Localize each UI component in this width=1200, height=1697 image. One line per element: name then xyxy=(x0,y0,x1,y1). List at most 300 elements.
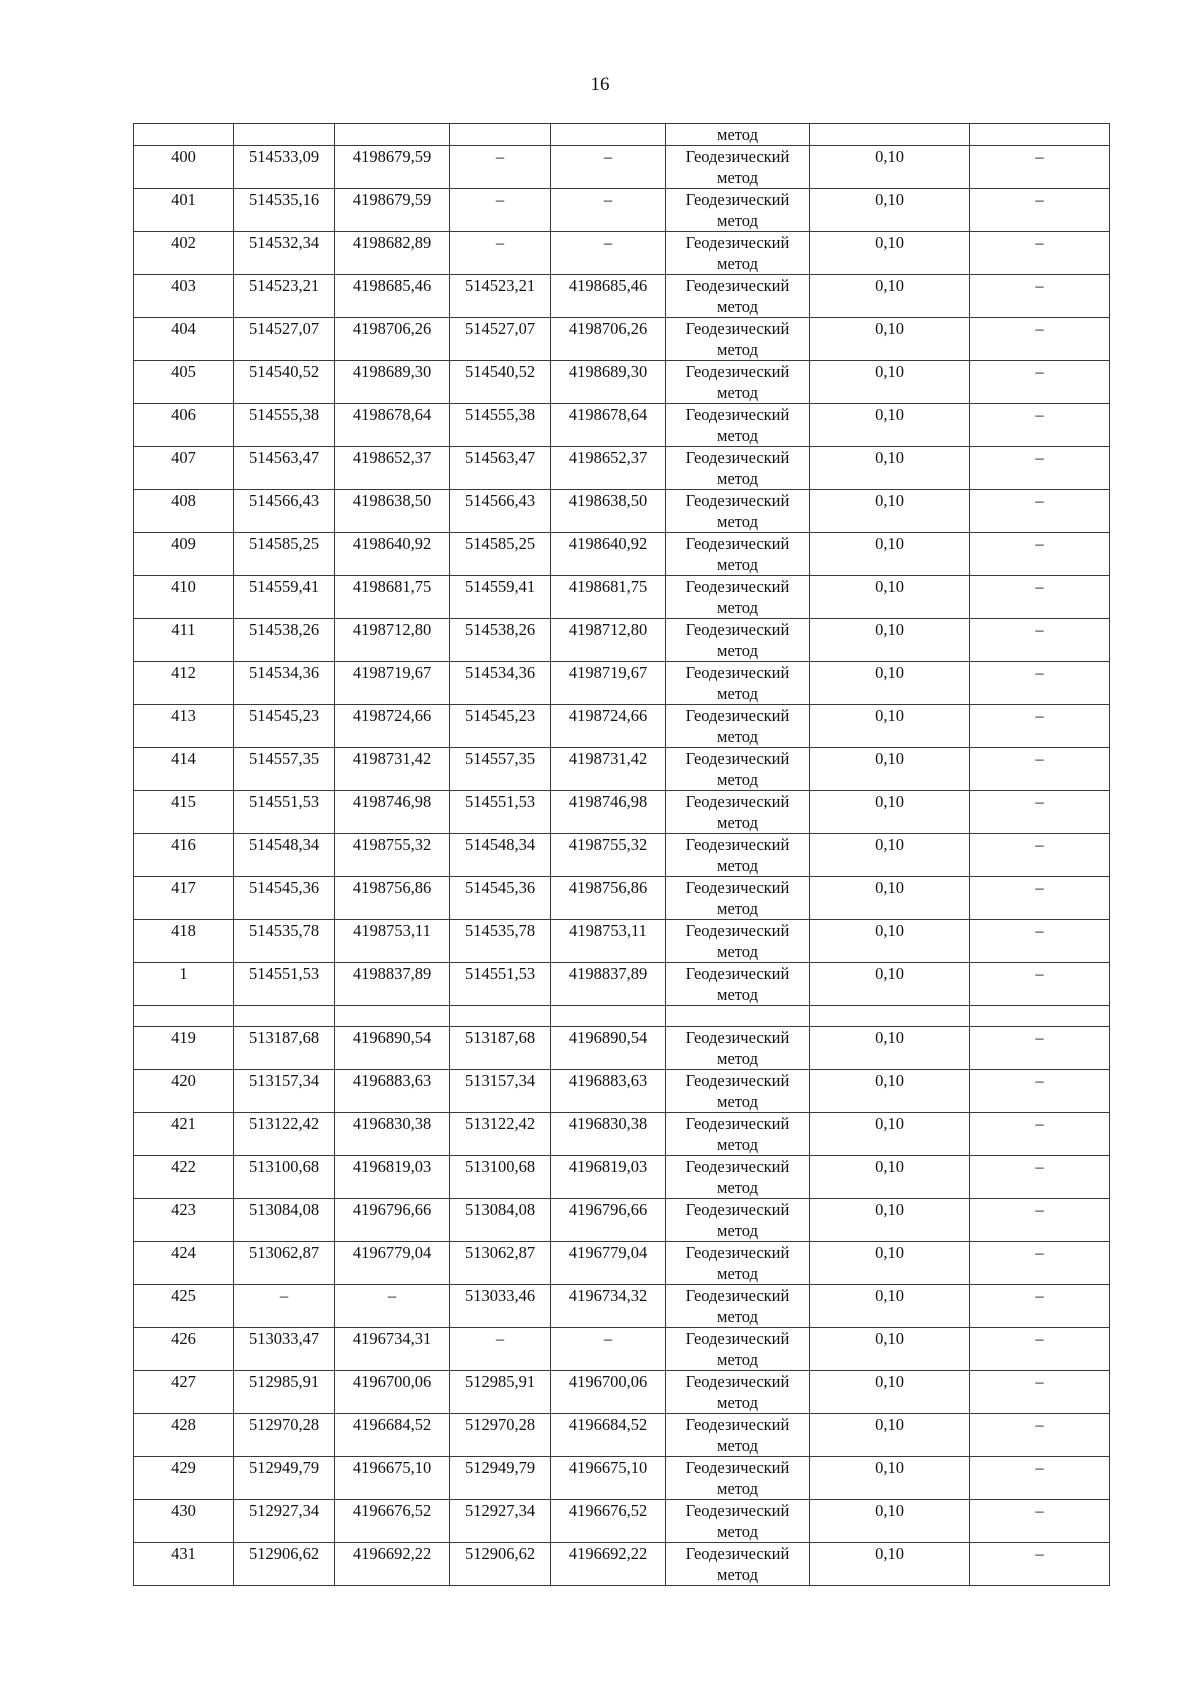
accuracy-cell: 0,10 xyxy=(810,1070,970,1113)
method-cell: Геодезический метод xyxy=(666,1414,810,1457)
note-cell: – xyxy=(970,1457,1110,1500)
note-cell: – xyxy=(970,318,1110,361)
existing-y-cell: 4198638,50 xyxy=(335,490,450,533)
table-row xyxy=(134,275,1110,318)
point-number-cell: 414 xyxy=(134,748,234,791)
point-number-cell: 412 xyxy=(134,662,234,705)
note-cell: – xyxy=(970,705,1110,748)
table-row xyxy=(134,791,1110,834)
existing-y-cell: 4196819,03 xyxy=(335,1156,450,1199)
existing-y-cell: 4198724,66 xyxy=(335,705,450,748)
refined-y-cell: 4198724,66 xyxy=(551,705,666,748)
refined-y-cell: 4196676,52 xyxy=(551,1500,666,1543)
refined-y-cell: 4198652,37 xyxy=(551,447,666,490)
accuracy-cell: 0,10 xyxy=(810,404,970,447)
accuracy-cell: 0,10 xyxy=(810,662,970,705)
accuracy-cell: 0,10 xyxy=(810,1156,970,1199)
table-row xyxy=(134,1113,1110,1156)
table-row-separator xyxy=(134,1006,1110,1027)
coordinates-table xyxy=(133,123,1110,1586)
refined-y-cell: 4196675,10 xyxy=(551,1457,666,1500)
existing-y-cell: 4198746,98 xyxy=(335,791,450,834)
point-number-cell: 407 xyxy=(134,447,234,490)
refined-y-cell: 4196796,66 xyxy=(551,1199,666,1242)
table-row xyxy=(134,877,1110,920)
accuracy-cell: 0,10 xyxy=(810,576,970,619)
existing-x-cell: 514533,09 xyxy=(234,146,335,189)
note-cell: – xyxy=(970,963,1110,1006)
refined-x-cell: – xyxy=(450,146,551,189)
refined-x-cell: 514545,23 xyxy=(450,705,551,748)
existing-x-cell: 514545,23 xyxy=(234,705,335,748)
table-row xyxy=(134,1414,1110,1457)
refined-x-cell: – xyxy=(450,189,551,232)
point-number-cell: 1 xyxy=(134,963,234,1006)
point-number-cell: 417 xyxy=(134,877,234,920)
table-row-continuation xyxy=(134,124,1110,146)
accuracy-cell: 0,10 xyxy=(810,963,970,1006)
existing-y-cell: 4196692,22 xyxy=(335,1543,450,1586)
method-cell: Геодезический метод xyxy=(666,361,810,404)
existing-x-cell: 514551,53 xyxy=(234,791,335,834)
point-number-cell: 420 xyxy=(134,1070,234,1113)
existing-x-cell: – xyxy=(234,1285,335,1328)
table-row xyxy=(134,748,1110,791)
point-number-cell: 402 xyxy=(134,232,234,275)
existing-y-cell: 4196684,52 xyxy=(335,1414,450,1457)
existing-x-cell: 514563,47 xyxy=(234,447,335,490)
refined-y-cell: – xyxy=(551,1328,666,1371)
existing-y-cell: 4196830,38 xyxy=(335,1113,450,1156)
refined-x-cell: 514551,53 xyxy=(450,963,551,1006)
refined-x-cell: 514535,78 xyxy=(450,920,551,963)
method-cell: Геодезический метод xyxy=(666,1242,810,1285)
refined-x-cell: 513062,87 xyxy=(450,1242,551,1285)
method-cell: метод xyxy=(666,124,810,146)
refined-y-cell: 4198755,32 xyxy=(551,834,666,877)
note-cell: – xyxy=(970,275,1110,318)
point-number-cell: 424 xyxy=(134,1242,234,1285)
table-row xyxy=(134,1242,1110,1285)
refined-y-cell: 4198689,30 xyxy=(551,361,666,404)
method-cell: Геодезический метод xyxy=(666,1027,810,1070)
method-cell: Геодезический метод xyxy=(666,318,810,361)
table-row xyxy=(134,1543,1110,1586)
refined-y-cell: 4196700,06 xyxy=(551,1371,666,1414)
existing-x-cell: 514532,34 xyxy=(234,232,335,275)
table-row xyxy=(134,963,1110,1006)
point-number-cell: 431 xyxy=(134,1543,234,1586)
existing-y-cell: 4198678,64 xyxy=(335,404,450,447)
existing-x-cell: 514538,26 xyxy=(234,619,335,662)
table-row xyxy=(134,834,1110,877)
note-cell: – xyxy=(970,576,1110,619)
note-cell: – xyxy=(970,146,1110,189)
table-row xyxy=(134,1027,1110,1070)
existing-y-cell: 4196779,04 xyxy=(335,1242,450,1285)
accuracy-cell: 0,10 xyxy=(810,533,970,576)
accuracy-cell: 0,10 xyxy=(810,318,970,361)
refined-x-cell: 514557,35 xyxy=(450,748,551,791)
table-row xyxy=(134,361,1110,404)
accuracy-cell: 0,10 xyxy=(810,146,970,189)
method-cell: Геодезический метод xyxy=(666,1285,810,1328)
refined-y-cell: 4198678,64 xyxy=(551,404,666,447)
refined-x-cell: 514559,41 xyxy=(450,576,551,619)
existing-y-cell: 4198685,46 xyxy=(335,275,450,318)
table-row xyxy=(134,705,1110,748)
page-number: 16 xyxy=(590,74,610,95)
table-row xyxy=(134,1199,1110,1242)
refined-x-cell: 513122,42 xyxy=(450,1113,551,1156)
refined-y-cell: 4196830,38 xyxy=(551,1113,666,1156)
note-cell: – xyxy=(970,662,1110,705)
table-body xyxy=(134,124,1110,1586)
existing-x-cell: 512985,91 xyxy=(234,1371,335,1414)
table-row xyxy=(134,1328,1110,1371)
existing-y-cell: 4198652,37 xyxy=(335,447,450,490)
existing-y-cell: 4198689,30 xyxy=(335,361,450,404)
existing-y-cell: 4198682,89 xyxy=(335,232,450,275)
method-cell: Геодезический метод xyxy=(666,533,810,576)
refined-x-cell: 512970,28 xyxy=(450,1414,551,1457)
refined-x-cell: 513187,68 xyxy=(450,1027,551,1070)
note-cell: – xyxy=(970,1156,1110,1199)
method-cell: Геодезический метод xyxy=(666,146,810,189)
accuracy-cell: 0,10 xyxy=(810,920,970,963)
refined-y-cell: 4198640,92 xyxy=(551,533,666,576)
accuracy-cell: 0,10 xyxy=(810,834,970,877)
existing-x-cell: 514548,34 xyxy=(234,834,335,877)
refined-x-cell: 514540,52 xyxy=(450,361,551,404)
existing-y-cell: 4196676,52 xyxy=(335,1500,450,1543)
existing-x-cell: 513033,47 xyxy=(234,1328,335,1371)
point-number-cell: 405 xyxy=(134,361,234,404)
refined-y-cell: 4196734,32 xyxy=(551,1285,666,1328)
point-number-cell: 415 xyxy=(134,791,234,834)
refined-x-cell: 512985,91 xyxy=(450,1371,551,1414)
accuracy-cell: 0,10 xyxy=(810,1285,970,1328)
point-number-cell: 421 xyxy=(134,1113,234,1156)
method-cell: Геодезический метод xyxy=(666,1156,810,1199)
existing-x-cell: 514555,38 xyxy=(234,404,335,447)
existing-x-cell: 514545,36 xyxy=(234,877,335,920)
note-cell: – xyxy=(970,748,1110,791)
point-number-cell: 429 xyxy=(134,1457,234,1500)
table-row xyxy=(134,189,1110,232)
note-cell: – xyxy=(970,1199,1110,1242)
method-cell: Геодезический метод xyxy=(666,1500,810,1543)
note-cell: – xyxy=(970,1113,1110,1156)
method-cell: Геодезический метод xyxy=(666,1543,810,1586)
existing-y-cell: 4196796,66 xyxy=(335,1199,450,1242)
table-row xyxy=(134,576,1110,619)
method-cell: Геодезический метод xyxy=(666,232,810,275)
existing-x-cell: 514557,35 xyxy=(234,748,335,791)
refined-x-cell: 512949,79 xyxy=(450,1457,551,1500)
method-cell: Геодезический метод xyxy=(666,662,810,705)
note-cell: – xyxy=(970,189,1110,232)
existing-y-cell: 4198640,92 xyxy=(335,533,450,576)
refined-y-cell: 4198719,67 xyxy=(551,662,666,705)
note-cell: – xyxy=(970,1027,1110,1070)
refined-x-cell: 514538,26 xyxy=(450,619,551,662)
existing-x-cell: 512949,79 xyxy=(234,1457,335,1500)
refined-y-cell: – xyxy=(551,232,666,275)
method-cell: Геодезический метод xyxy=(666,404,810,447)
table-row xyxy=(134,662,1110,705)
refined-x-cell: 514555,38 xyxy=(450,404,551,447)
refined-y-cell: 4198731,42 xyxy=(551,748,666,791)
refined-y-cell: – xyxy=(551,189,666,232)
table-row xyxy=(134,490,1110,533)
point-number-cell: 410 xyxy=(134,576,234,619)
note-cell: – xyxy=(970,834,1110,877)
accuracy-cell: 0,10 xyxy=(810,619,970,662)
accuracy-cell: 0,10 xyxy=(810,1500,970,1543)
note-cell: – xyxy=(970,877,1110,920)
existing-x-cell: 514535,16 xyxy=(234,189,335,232)
point-number-cell: 416 xyxy=(134,834,234,877)
point-number-cell: 418 xyxy=(134,920,234,963)
table-row xyxy=(134,1457,1110,1500)
refined-x-cell: 514585,25 xyxy=(450,533,551,576)
existing-x-cell: 514566,43 xyxy=(234,490,335,533)
point-number-cell: 409 xyxy=(134,533,234,576)
table-row xyxy=(134,1156,1110,1199)
table-row xyxy=(134,920,1110,963)
existing-y-cell: 4198679,59 xyxy=(335,146,450,189)
accuracy-cell: 0,10 xyxy=(810,748,970,791)
table-row xyxy=(134,404,1110,447)
method-cell: Геодезический метод xyxy=(666,877,810,920)
existing-y-cell: 4198756,86 xyxy=(335,877,450,920)
refined-x-cell: 514523,21 xyxy=(450,275,551,318)
existing-y-cell: – xyxy=(335,1285,450,1328)
point-number-cell: 413 xyxy=(134,705,234,748)
existing-x-cell: 513100,68 xyxy=(234,1156,335,1199)
point-number-cell: 408 xyxy=(134,490,234,533)
refined-x-cell: 514566,43 xyxy=(450,490,551,533)
note-cell: – xyxy=(970,404,1110,447)
note-cell: – xyxy=(970,490,1110,533)
refined-x-cell: 514551,53 xyxy=(450,791,551,834)
table-row xyxy=(134,619,1110,662)
table-row xyxy=(134,1500,1110,1543)
method-cell: Геодезический метод xyxy=(666,963,810,1006)
method-cell: Геодезический метод xyxy=(666,834,810,877)
note-cell: – xyxy=(970,232,1110,275)
refined-x-cell: 512927,34 xyxy=(450,1500,551,1543)
point-number-cell: 411 xyxy=(134,619,234,662)
refined-x-cell: – xyxy=(450,232,551,275)
refined-y-cell: 4196684,52 xyxy=(551,1414,666,1457)
existing-y-cell: 4196734,31 xyxy=(335,1328,450,1371)
existing-y-cell: 4196890,54 xyxy=(335,1027,450,1070)
existing-x-cell: 514534,36 xyxy=(234,662,335,705)
existing-y-cell: 4198755,32 xyxy=(335,834,450,877)
refined-y-cell: 4196779,04 xyxy=(551,1242,666,1285)
note-cell: – xyxy=(970,533,1110,576)
existing-x-cell: 514527,07 xyxy=(234,318,335,361)
point-number-cell: 404 xyxy=(134,318,234,361)
existing-x-cell: 514559,41 xyxy=(234,576,335,619)
point-number-cell: 427 xyxy=(134,1371,234,1414)
existing-x-cell: 514551,53 xyxy=(234,963,335,1006)
method-cell: Геодезический метод xyxy=(666,275,810,318)
existing-y-cell: 4198681,75 xyxy=(335,576,450,619)
accuracy-cell: 0,10 xyxy=(810,1027,970,1070)
refined-y-cell: – xyxy=(551,146,666,189)
point-number-cell: 423 xyxy=(134,1199,234,1242)
point-number-cell: 428 xyxy=(134,1414,234,1457)
refined-y-cell: 4198746,98 xyxy=(551,791,666,834)
method-cell: Геодезический метод xyxy=(666,1113,810,1156)
table-row xyxy=(134,146,1110,189)
table-row xyxy=(134,318,1110,361)
note-cell: – xyxy=(970,791,1110,834)
existing-x-cell: 512927,34 xyxy=(234,1500,335,1543)
refined-x-cell: 513157,34 xyxy=(450,1070,551,1113)
accuracy-cell: 0,10 xyxy=(810,189,970,232)
accuracy-cell: 0,10 xyxy=(810,232,970,275)
method-cell: Геодезический метод xyxy=(666,791,810,834)
refined-y-cell: 4198712,80 xyxy=(551,619,666,662)
note-cell: – xyxy=(970,1371,1110,1414)
method-cell: Геодезический метод xyxy=(666,1199,810,1242)
existing-x-cell: 512970,28 xyxy=(234,1414,335,1457)
method-cell: Геодезический метод xyxy=(666,447,810,490)
existing-x-cell: 513084,08 xyxy=(234,1199,335,1242)
refined-y-cell: 4198681,75 xyxy=(551,576,666,619)
point-number-cell: 400 xyxy=(134,146,234,189)
point-number-cell: 419 xyxy=(134,1027,234,1070)
accuracy-cell: 0,10 xyxy=(810,1242,970,1285)
note-cell: – xyxy=(970,1070,1110,1113)
table-row xyxy=(134,533,1110,576)
existing-x-cell: 512906,62 xyxy=(234,1543,335,1586)
point-number-cell: 403 xyxy=(134,275,234,318)
accuracy-cell: 0,10 xyxy=(810,490,970,533)
note-cell: – xyxy=(970,1414,1110,1457)
refined-y-cell: 4198753,11 xyxy=(551,920,666,963)
existing-x-cell: 514585,25 xyxy=(234,533,335,576)
note-cell: – xyxy=(970,1543,1110,1586)
method-cell: Геодезический метод xyxy=(666,576,810,619)
point-number-cell: 430 xyxy=(134,1500,234,1543)
refined-x-cell: 513033,46 xyxy=(450,1285,551,1328)
note-cell: – xyxy=(970,447,1110,490)
accuracy-cell: 0,10 xyxy=(810,361,970,404)
refined-y-cell: 4196692,22 xyxy=(551,1543,666,1586)
existing-y-cell: 4198712,80 xyxy=(335,619,450,662)
table-row xyxy=(134,232,1110,275)
method-cell: Геодезический метод xyxy=(666,748,810,791)
note-cell: – xyxy=(970,920,1110,963)
method-cell: Геодезический метод xyxy=(666,619,810,662)
existing-y-cell: 4198679,59 xyxy=(335,189,450,232)
point-number-cell: 401 xyxy=(134,189,234,232)
note-cell: – xyxy=(970,361,1110,404)
refined-x-cell: 514548,34 xyxy=(450,834,551,877)
point-number-cell: 422 xyxy=(134,1156,234,1199)
refined-y-cell: 4198706,26 xyxy=(551,318,666,361)
refined-x-cell: 513084,08 xyxy=(450,1199,551,1242)
method-cell: Геодезический метод xyxy=(666,705,810,748)
existing-x-cell: 513187,68 xyxy=(234,1027,335,1070)
refined-y-cell: 4196819,03 xyxy=(551,1156,666,1199)
accuracy-cell: 0,10 xyxy=(810,1457,970,1500)
accuracy-cell: 0,10 xyxy=(810,1543,970,1586)
table-row xyxy=(134,1285,1110,1328)
accuracy-cell: 0,10 xyxy=(810,791,970,834)
accuracy-cell: 0,10 xyxy=(810,447,970,490)
refined-y-cell: 4198638,50 xyxy=(551,490,666,533)
accuracy-cell: 0,10 xyxy=(810,877,970,920)
refined-x-cell: 514563,47 xyxy=(450,447,551,490)
point-number-cell: 425 xyxy=(134,1285,234,1328)
refined-x-cell: 514527,07 xyxy=(450,318,551,361)
method-cell: Геодезический метод xyxy=(666,1457,810,1500)
note-cell: – xyxy=(970,1242,1110,1285)
accuracy-cell: 0,10 xyxy=(810,1328,970,1371)
existing-y-cell: 4196883,63 xyxy=(335,1070,450,1113)
method-cell: Геодезический метод xyxy=(666,490,810,533)
refined-x-cell: 514534,36 xyxy=(450,662,551,705)
refined-x-cell: 512906,62 xyxy=(450,1543,551,1586)
note-cell: – xyxy=(970,1285,1110,1328)
table-row xyxy=(134,447,1110,490)
existing-x-cell: 513062,87 xyxy=(234,1242,335,1285)
note-cell: – xyxy=(970,1328,1110,1371)
existing-y-cell: 4196675,10 xyxy=(335,1457,450,1500)
refined-y-cell: 4196890,54 xyxy=(551,1027,666,1070)
accuracy-cell: 0,10 xyxy=(810,1414,970,1457)
existing-y-cell: 4198753,11 xyxy=(335,920,450,963)
refined-y-cell: 4198756,86 xyxy=(551,877,666,920)
accuracy-cell: 0,10 xyxy=(810,1371,970,1414)
refined-y-cell: 4198837,89 xyxy=(551,963,666,1006)
method-cell: Геодезический метод xyxy=(666,189,810,232)
refined-x-cell: 513100,68 xyxy=(450,1156,551,1199)
note-cell: – xyxy=(970,619,1110,662)
method-cell: Геодезический метод xyxy=(666,1070,810,1113)
point-number-cell: 426 xyxy=(134,1328,234,1371)
existing-y-cell: 4198706,26 xyxy=(335,318,450,361)
existing-x-cell: 514535,78 xyxy=(234,920,335,963)
method-cell: Геодезический метод xyxy=(666,920,810,963)
table-row xyxy=(134,1371,1110,1414)
existing-y-cell: 4198731,42 xyxy=(335,748,450,791)
existing-y-cell: 4198719,67 xyxy=(335,662,450,705)
existing-x-cell: 514540,52 xyxy=(234,361,335,404)
method-cell: Геодезический метод xyxy=(666,1328,810,1371)
point-number-cell: 406 xyxy=(134,404,234,447)
refined-x-cell: – xyxy=(450,1328,551,1371)
accuracy-cell: 0,10 xyxy=(810,1113,970,1156)
existing-y-cell: 4196700,06 xyxy=(335,1371,450,1414)
refined-y-cell: 4196883,63 xyxy=(551,1070,666,1113)
table-row xyxy=(134,1070,1110,1113)
refined-x-cell: 514545,36 xyxy=(450,877,551,920)
accuracy-cell: 0,10 xyxy=(810,705,970,748)
method-cell: Геодезический метод xyxy=(666,1371,810,1414)
existing-x-cell: 514523,21 xyxy=(234,275,335,318)
existing-x-cell: 513122,42 xyxy=(234,1113,335,1156)
accuracy-cell: 0,10 xyxy=(810,275,970,318)
existing-x-cell: 513157,34 xyxy=(234,1070,335,1113)
existing-y-cell: 4198837,89 xyxy=(335,963,450,1006)
